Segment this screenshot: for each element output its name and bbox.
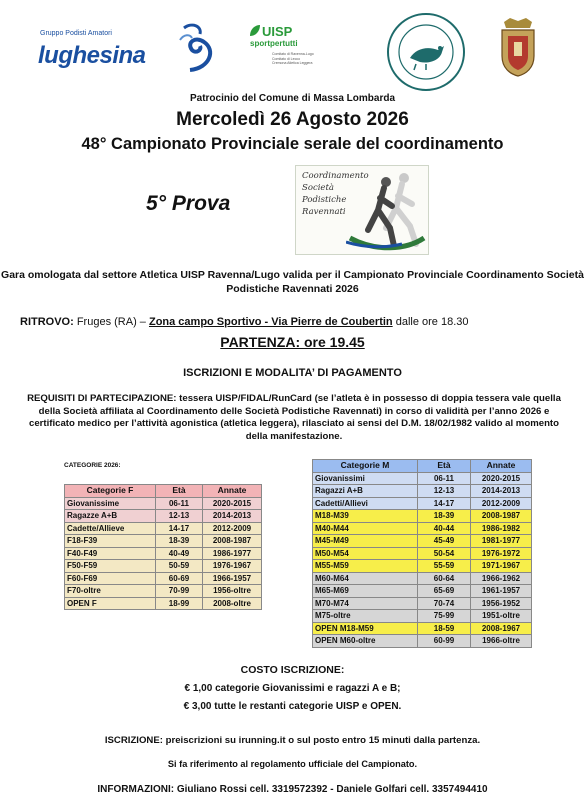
table-cell: 1966-1957: [203, 572, 262, 585]
table-cell: OPEN F: [65, 597, 156, 610]
coord-line-2: Società: [302, 183, 334, 193]
table-cell: 12-13: [418, 485, 471, 498]
table-row: [65, 497, 262, 510]
table-row: [65, 585, 262, 598]
table-cell: 1956-oltre: [203, 585, 262, 598]
table-cell: 1976-1967: [203, 560, 262, 573]
table-cell: 06-11: [418, 472, 471, 485]
partenza-text: PARTENZA: ore 19.45: [220, 334, 365, 350]
table-cell: 1961-1957: [471, 585, 532, 598]
table-cell: M40-M44: [313, 522, 418, 535]
table-row: [65, 535, 262, 548]
categorie-title: CATEGORIE 2026:: [64, 462, 121, 469]
costo-line-1: € 1,00 categorie Giovanissimi e ragazzi A e B;: [184, 683, 401, 694]
table-cell: 2008-oltre: [203, 597, 262, 610]
col-header: Età: [418, 460, 471, 473]
col-header: Annate: [203, 485, 262, 498]
table-cell: 1981-1977: [471, 535, 532, 548]
table-cell: Cadette/Allieve: [65, 522, 156, 535]
ritrovo-place: Fruges (RA) –: [73, 316, 149, 328]
riferimento-text: Si fa riferimento al regolamento ufficiale del Campionato.: [167, 759, 418, 769]
table-cell: 2014-2013: [471, 485, 532, 498]
table-cell: Ragazze A+B: [65, 510, 156, 523]
table-cell: 18-99: [156, 597, 203, 610]
table-cell: 1951-oltre: [471, 610, 532, 623]
table-cell: 45-49: [418, 535, 471, 548]
table-cell: 50-54: [418, 547, 471, 560]
uisp-tagline: sportpertutti: [250, 39, 298, 48]
table-cell: F70-oltre: [65, 585, 156, 598]
categorie-m-table: [312, 459, 532, 648]
table-cell: 2008-1967: [471, 622, 532, 635]
table-cell: Giovanissime: [65, 497, 156, 510]
table-cell: 1956-1952: [471, 597, 532, 610]
table-cell: 18-39: [418, 510, 471, 523]
table-row: [313, 485, 532, 498]
ritrovo-line: [20, 316, 570, 328]
table-row: [313, 547, 532, 560]
table-row: [65, 522, 262, 535]
table-cell: M50-M54: [313, 547, 418, 560]
ritrovo-location: Zona campo Sportivo - Via Pierre de Coubertin: [148, 316, 393, 328]
ritrovo-label: RITROVO:: [20, 316, 74, 328]
coord-line-3: Podistiche: [302, 195, 347, 205]
table-cell: 14-17: [156, 522, 203, 535]
table-cell: 70-74: [418, 597, 471, 610]
col-header: Categorie F: [65, 485, 156, 498]
table-row: [313, 635, 532, 648]
table-cell: 60-64: [418, 572, 471, 585]
lughesina-tagline: Gruppo Podisti Amatori: [40, 30, 112, 37]
coordinamento-runners-logo: [295, 165, 429, 255]
table-cell: Ragazzi A+B: [313, 485, 418, 498]
table-cell: F60-F69: [65, 572, 156, 585]
table-cell: 2020-2015: [203, 497, 262, 510]
table-cell: OPEN M60-oltre: [313, 635, 418, 648]
championship-title: 48° Campionato Provinciale serale del coordinamento: [81, 135, 504, 153]
table-cell: 12-13: [156, 510, 203, 523]
uisp-committee: Comitato di Ravenna-Lugo Comitato di Lecco Cremona Atletica Leggera: [272, 52, 314, 65]
table-cell: 50-59: [156, 560, 203, 573]
requisiti-text: REQUISITI DI PARTECIPAZIONE: tessera UISP/FIDAL/RunCard (se l’atleta è in possesso di doppia tessera vale quella della Società affiliata al Coordinamento delle Società Podistiche Ravennati) in corso di validità per l’anno 2026 e certificato medico per l’attività agonistica (atletica leggera), rilasciato ai sensi del D.M. 18/02/1982 valido al momento della manifestazione.: [27, 393, 561, 442]
lughesina-wordmark: lughesina: [38, 42, 146, 69]
table-cell: M75-oltre: [313, 610, 418, 623]
event-date: Mercoledì 26 Agosto 2026: [176, 109, 409, 130]
table-cell: F40-F49: [65, 547, 156, 560]
table-cell: 2012-2009: [203, 522, 262, 535]
uisp-leaf-icon: [248, 24, 262, 38]
table-cell: 1986-1977: [203, 547, 262, 560]
costo-heading: COSTO ISCRIZIONE:: [240, 664, 345, 676]
table-cell: 06-11: [156, 497, 203, 510]
table-row: [313, 510, 532, 523]
table-row: [65, 547, 262, 560]
col-header: Categorie M: [313, 460, 418, 473]
table-cell: Giovanissimi: [313, 472, 418, 485]
lughesina-swirl-icon: [170, 20, 220, 80]
table-cell: M55-M59: [313, 560, 418, 573]
table-cell: M18-M39: [313, 510, 418, 523]
prova-number: 5° Prova: [146, 192, 231, 215]
table-row: [313, 622, 532, 635]
table-cell: 70-99: [156, 585, 203, 598]
table-cell: 1966-oltre: [471, 635, 532, 648]
categorie-f-table: [64, 484, 262, 610]
informazioni-text: INFORMAZIONI: Giuliano Rossi cell. 3319572392 - Daniele Golfari cell. 3357494410: [97, 784, 488, 795]
table-row: [313, 585, 532, 598]
table-cell: 40-44: [418, 522, 471, 535]
lughesina-logo: [38, 20, 218, 80]
table-cell: 2014-2013: [203, 510, 262, 523]
table-cell: 18-59: [418, 622, 471, 635]
table-row: [313, 597, 532, 610]
costo-line-2: € 3,00 tutte le restanti categorie UISP e OPEN.: [183, 701, 402, 712]
table-cell: F18-F39: [65, 535, 156, 548]
table-row: [313, 560, 532, 573]
table-cell: 2020-2015: [471, 472, 532, 485]
table-cell: 60-69: [156, 572, 203, 585]
table-row: [313, 572, 532, 585]
table-cell: 40-49: [156, 547, 203, 560]
comune-crest-icon: [496, 16, 540, 78]
table-cell: 65-69: [418, 585, 471, 598]
table-row: [313, 472, 532, 485]
iscrizioni-heading: ISCRIZIONI E MODALITA’ DI PAGAMENTO: [183, 367, 402, 379]
runners-icon: [346, 168, 426, 252]
table-row: [65, 510, 262, 523]
gara-description: Gara omologata dal settore Atletica UISP Ravenna/Lugo valida per il Campionato Provinciale Coordinamento Società Podistiche Ravennati 2026: [1, 269, 584, 295]
uisp-logo: [248, 24, 318, 79]
table-cell: 1986-1982: [471, 522, 532, 535]
table-cell: 2012-2009: [471, 497, 532, 510]
partenza-line: [0, 334, 585, 350]
col-header: Annate: [471, 460, 532, 473]
coord-line-4: Ravennati: [302, 207, 346, 217]
table-cell: 1976-1972: [471, 547, 532, 560]
table-cell: 2008-1987: [471, 510, 532, 523]
table-cell: 18-39: [156, 535, 203, 548]
table-cell: 1966-1962: [471, 572, 532, 585]
uisp-name: UISP: [262, 24, 293, 39]
table-row: [313, 497, 532, 510]
patrocinio-text: Patrocinio del Comune di Massa Lombarda: [189, 93, 396, 104]
table-row: [65, 597, 262, 610]
table-row: [65, 572, 262, 585]
table-cell: OPEN M18-M59: [313, 622, 418, 635]
table-cell: Cadetti/Allievi: [313, 497, 418, 510]
table-cell: M65-M69: [313, 585, 418, 598]
table-cell: 55-59: [418, 560, 471, 573]
table-cell: 75-99: [418, 610, 471, 623]
ritrovo-time: dalle ore 18.30: [392, 316, 469, 328]
table-row: [313, 535, 532, 548]
table-row: [313, 522, 532, 535]
coordinamento-seal-icon: [386, 12, 466, 92]
table-row: [313, 610, 532, 623]
table-cell: M70-M74: [313, 597, 418, 610]
table-cell: F50-F59: [65, 560, 156, 573]
coord-line-1: Coordinamento: [302, 171, 369, 181]
table-row: [65, 560, 262, 573]
table-cell: 2008-1987: [203, 535, 262, 548]
table-cell: M45-M49: [313, 535, 418, 548]
table-cell: M60-M64: [313, 572, 418, 585]
col-header: Età: [156, 485, 203, 498]
table-cell: 1971-1967: [471, 560, 532, 573]
table-cell: 60-99: [418, 635, 471, 648]
table-cell: 14-17: [418, 497, 471, 510]
iscrizione-text: ISCRIZIONE: preiscrizioni su irunning.it o sul posto entro 15 minuti dalla partenza.: [104, 735, 481, 746]
